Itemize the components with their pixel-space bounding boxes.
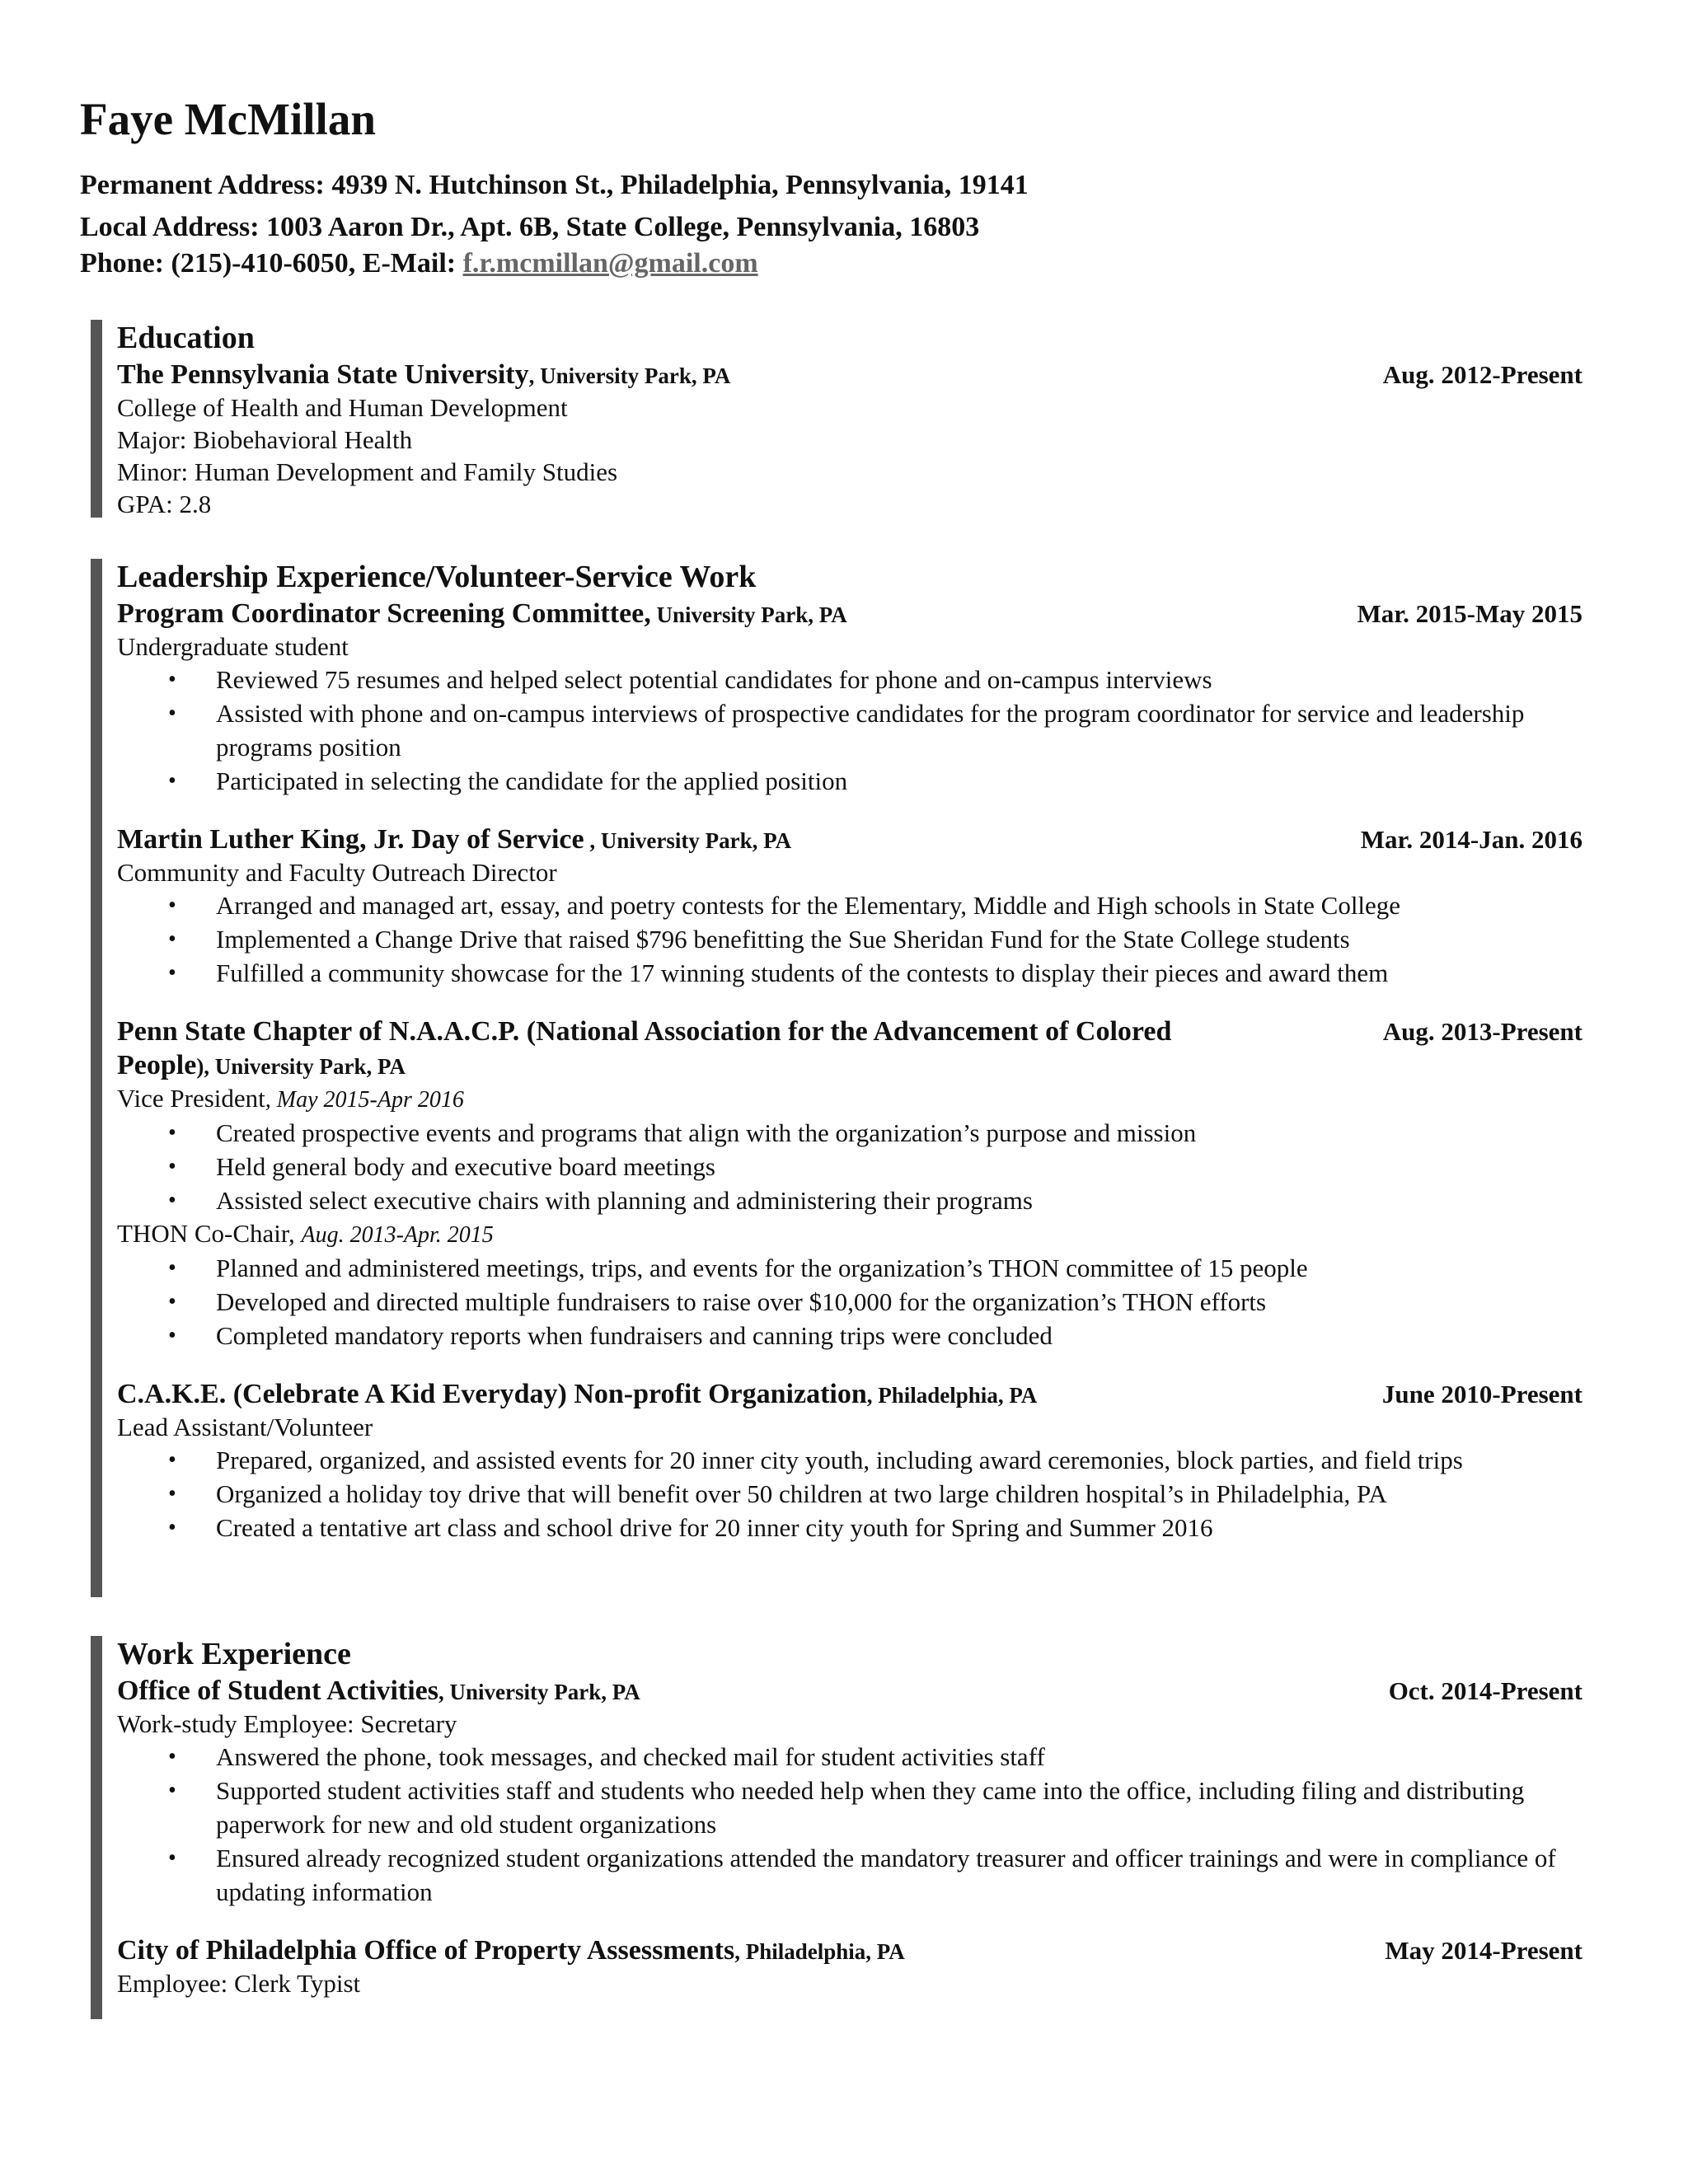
bullet-icon: • [168,926,176,952]
phone-text: Phone: (215)-410-6050, E-Mail: [80,248,463,279]
list-item: • Created prospective events and programs that align with the organization’s purpose and mission [117,1116,1582,1150]
bullet-icon: • [168,1744,176,1769]
bullet-icon: • [168,701,176,726]
entry-role: Vice President, May 2015-Apr 2016 [117,1084,464,1113]
entry-location: , University Park, PA [528,363,731,388]
bullet-icon: • [168,1188,176,1213]
list-item: • Assisted with phone and on-campus interviews of prospective candidates for the program coordinator for service and leadership programs position [117,696,1582,764]
bullet-list [117,1116,1582,1217]
list-item: • Arranged and managed art, essay, and poetry contests for the Elementary, Middle and High schools in State College [117,888,1582,922]
bullet-icon: • [168,1255,176,1281]
list-item: • Prepared, organized, and assisted events for 20 inner city youth, including award ceremonies, block parties, and field trips [117,1443,1582,1477]
list-item: • Supported student activities staff and students who needed help when they came into the office, including filing and distributing paperwork for new and old student organizations [117,1774,1582,1841]
education-line: Major: Biobehavioral Health [117,425,413,454]
bullet-icon: • [168,1481,176,1507]
entry-header [117,1377,1582,1411]
bullet-icon: • [168,1845,176,1871]
work-section [91,1636,1582,2019]
phone-email-line [80,247,758,281]
education-line: College of Health and Human Development [117,393,568,422]
entry-role: Employee: Clerk Typist [117,1969,361,1998]
bullet-icon: • [168,893,176,918]
entry-header [117,597,1582,630]
list-item: • Held general body and executive board meetings [117,1150,1582,1183]
education-line: Minor: Human Development and Family Studies [117,457,618,486]
entry-role: THON Co-Chair, Aug. 2013-Apr. 2015 [117,1219,494,1248]
entry-date: Mar. 2014-Jan. 2016 [1360,825,1582,854]
entry-location: University Park, PA [650,602,847,627]
list-item: • Reviewed 75 resumes and helped select potential candidates for phone and on-campus interviews [117,663,1582,696]
section-bar [91,1636,102,2019]
list-item: • Ensured already recognized student organizations attended the mandatory treasurer and officer trainings and were in compliance of updating information [117,1841,1582,1909]
entry-date: Oct. 2014-Present [1388,1676,1582,1705]
entry-header [117,823,1582,856]
bullet-icon: • [168,960,176,986]
bullet-icon: • [168,1323,176,1348]
entry-org: Program Coordinator Screening Committee, [117,598,651,629]
bullet-icon: • [168,768,176,794]
section-bar [91,320,102,518]
entry-date: June 2010-Present [1381,1380,1582,1408]
entry-header-cont [117,1048,1582,1082]
list-item: • Participated in selecting the candidate for the applied position [117,764,1582,798]
bullet-list [117,888,1582,990]
entry-location: , University Park, PA [438,1680,640,1704]
local-address: Local Address: 1003 Aaron Dr., Apt. 6B, State College, Pennsylvania, 16803 [80,212,980,242]
entry-org: People [117,1050,197,1080]
entry-location: ), University Park, PA [196,1054,406,1079]
bullet-icon: • [168,1778,176,1803]
entry-role: Lead Assistant/Volunteer [117,1413,373,1441]
entry-org: City of Philadelphia Office of Property Assessments [117,1935,735,1966]
entry-date: Mar. 2015-May 2015 [1357,599,1582,628]
bullet-icon: • [168,1154,176,1179]
bullet-icon: • [168,667,176,692]
list-item: • Answered the phone, took messages, and checked mail for student activities staff [117,1740,1582,1774]
entry-location: , Philadelphia, PA [866,1383,1038,1408]
role-date: , May 2015-Apr 2016 [265,1087,464,1113]
list-item: • Planned and administered meetings, trips, and events for the organization’s THON committee of 15 people [117,1251,1582,1285]
entry-header [117,1933,1582,1967]
leadership-section [91,559,1582,1597]
section-title: Work Experience [117,1637,351,1671]
section-title: Leadership Experience/Volunteer-Service Work [117,560,757,594]
list-item: • Created a tentative art class and school drive for 20 inner city youth for Spring and Summer 2016 [117,1511,1582,1544]
list-item: • Fulfilled a community showcase for the 17 winning students of the contests to display their pieces and award them [117,956,1582,990]
candidate-name: Faye McMillan [80,94,376,144]
bullet-list [117,1443,1582,1544]
list-item: • Assisted select executive chairs with planning and administering their programs [117,1183,1582,1217]
list-item: • Developed and directed multiple fundraisers to raise over $10,000 for the organization’s THON efforts [117,1285,1582,1319]
bullet-list [117,663,1582,798]
entry-org: The Pennsylvania State University [117,359,529,390]
bullet-icon: • [168,1289,176,1315]
list-item: • Organized a holiday toy drive that will benefit over 50 children at two large children hospital’s in Philadelphia, PA [117,1477,1582,1511]
section-bar [91,559,102,1597]
entry-date: Aug. 2013-Present [1382,1017,1582,1046]
entry-header [117,1015,1582,1048]
entry-org: Martin Luther King, Jr. Day of Service [117,824,584,855]
email-link[interactable]: f.r.mcmillan@gmail.com [462,248,758,279]
entry-org: Office of Student Activities [117,1675,438,1706]
entry-date: Aug. 2012-Present [1382,360,1582,389]
bullet-icon: • [168,1515,176,1540]
entry-role: Community and Faculty Outreach Director [117,858,557,887]
section-title: Education [117,321,255,355]
entry-date: May 2014-Present [1385,1936,1582,1965]
entry-org: Penn State Chapter of N.A.A.C.P. (National Association for the Advancement of Colored [117,1016,1172,1047]
bullet-list [117,1251,1582,1352]
entry-location: , Philadelphia, PA [734,1939,905,1964]
entry-org: C.A.K.E. (Celebrate A Kid Everyday) Non-profit Organization [117,1379,867,1409]
bullet-icon: • [168,1120,176,1146]
permanent-address: Permanent Address: 4939 N. Hutchinson St., Philadelphia, Pennsylvania, 19141 [80,170,1029,200]
bullet-list [117,1740,1582,1909]
entry-header [117,358,1582,391]
entry-role: Undergraduate student [117,632,349,661]
education-section [91,320,1582,518]
entry-role: Work-study Employee: Secretary [117,1709,457,1738]
list-item: • Implemented a Change Drive that raised $796 benefitting the Sue Sheridan Fund for the State College students [117,922,1582,956]
role-date: Aug. 2013-Apr. 2015 [301,1222,494,1248]
bullet-icon: • [168,1447,176,1473]
entry-header [117,1674,1582,1708]
list-item: • Completed mandatory reports when fundraisers and canning trips were concluded [117,1319,1582,1352]
education-line: GPA: 2.8 [117,490,212,518]
entry-location: , University Park, PA [584,828,792,853]
